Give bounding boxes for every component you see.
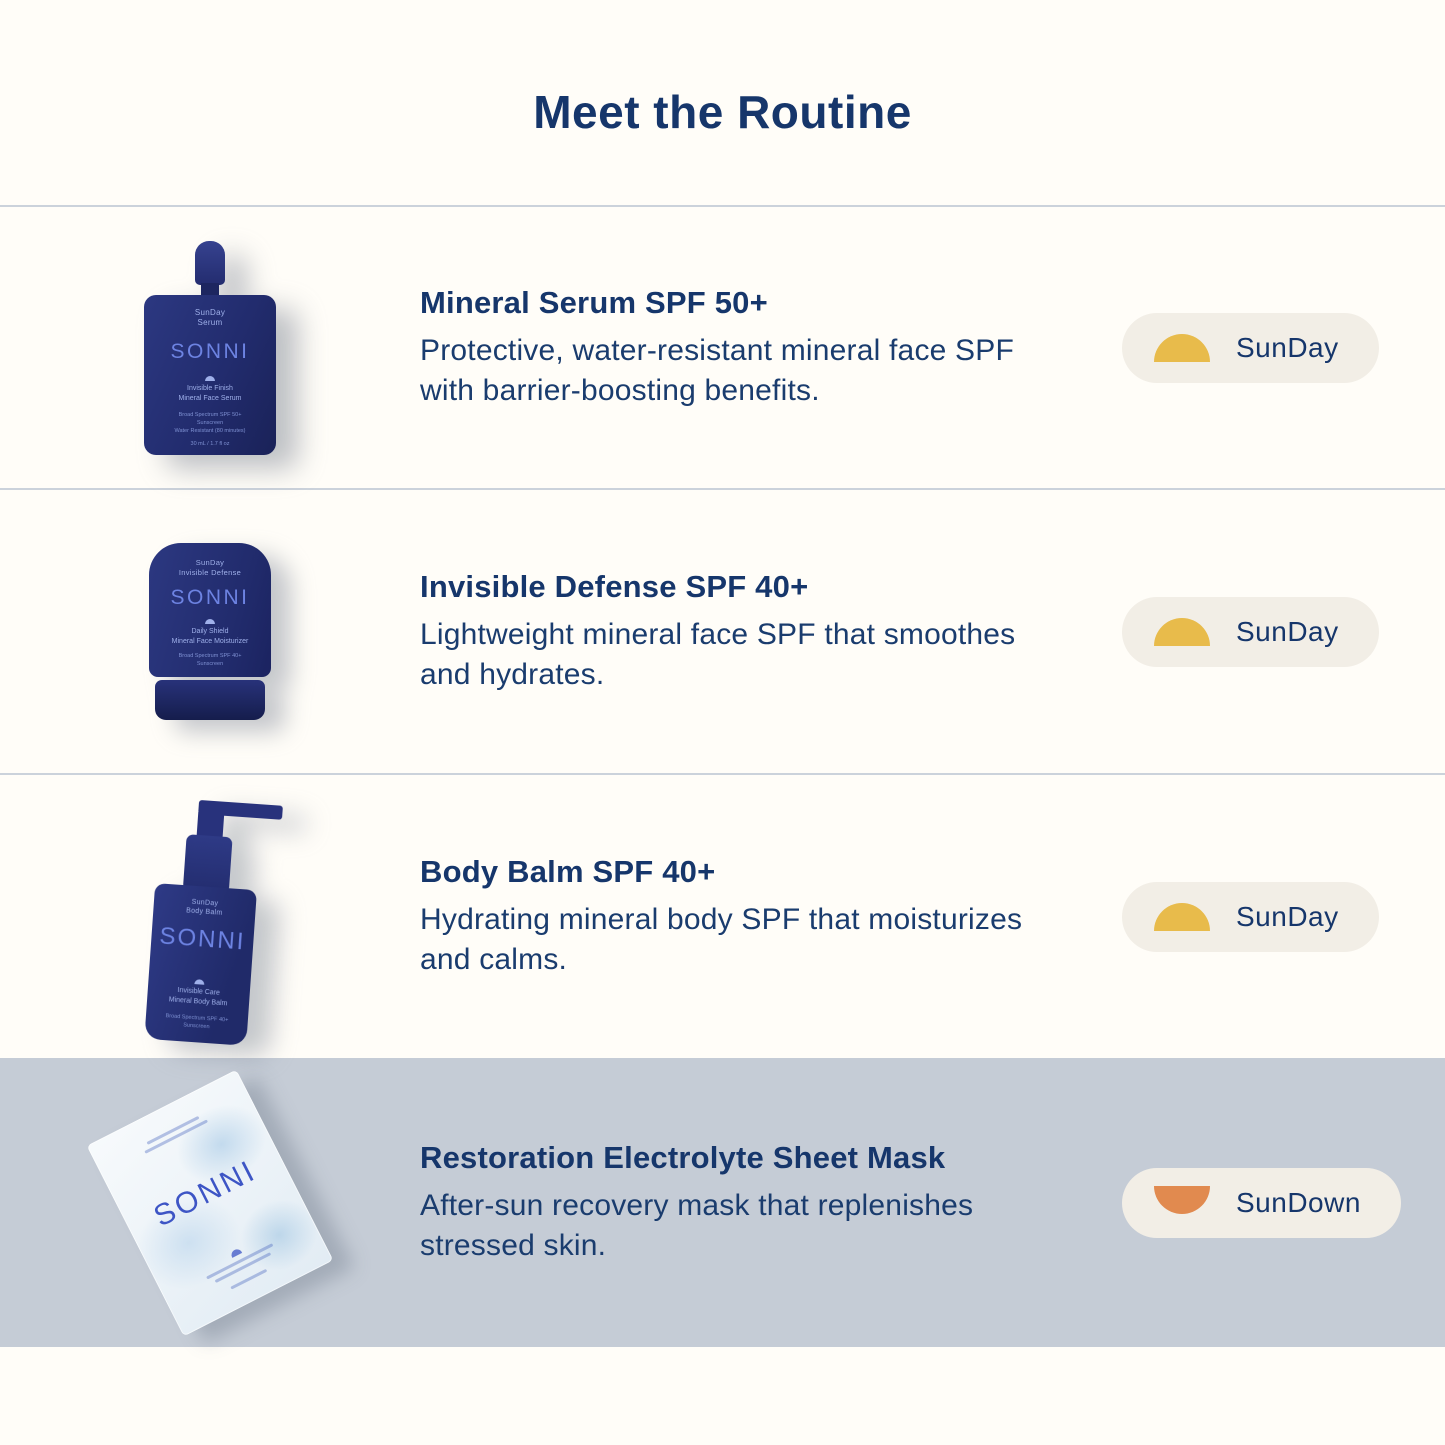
badge-column	[1100, 597, 1445, 667]
section-header	[0, 0, 1445, 207]
badge-label: SunDay	[1236, 900, 1339, 932]
tube-bottle	[149, 543, 271, 720]
bottle-product-name: SunDay Invisible Defense	[178, 558, 242, 578]
product-info-sheet-mask	[420, 1140, 1100, 1266]
mini-sun-icon	[205, 619, 215, 624]
product-row-sheet-mask	[0, 1058, 1445, 1347]
product-title: Invisible Defense SPF 40+	[420, 568, 809, 604]
product-image-invisible-defense	[0, 543, 420, 720]
bottle-product-name: SunDay Serum	[194, 307, 226, 328]
badge-column	[1100, 882, 1445, 952]
sunrise-icon	[1154, 334, 1210, 362]
bottle-subtitle: Invisible Finish Mineral Face Serum	[178, 385, 242, 402]
sachet-fine-print	[206, 1243, 282, 1297]
bottle-product-name: SunDay Body Balm	[185, 898, 223, 917]
bottle-lower-label	[165, 965, 232, 1032]
product-title: Mineral Serum SPF 50+	[420, 284, 768, 320]
bottle-body	[144, 295, 276, 455]
product-image-mineral-serum	[0, 241, 420, 455]
product-image-sheet-mask	[0, 1096, 420, 1310]
mini-sun-icon	[229, 1247, 242, 1257]
bottle-fine-print: Broad Spectrum SPF 50+ Sunscreen Water Resistant (80 minutes)	[174, 411, 246, 435]
badge-label: SunDay	[1236, 331, 1339, 363]
bottle-fine-print: Broad Spectrum SPF 40+ Sunscreen	[165, 1012, 229, 1030]
sundown-badge[interactable]	[1122, 1168, 1401, 1238]
product-row-invisible-defense	[0, 490, 1445, 775]
sunrise-icon	[1154, 618, 1210, 646]
page-title: Meet the Routine	[533, 85, 912, 138]
bottle-subtitle: Daily Shield Mineral Face Moisturizer	[171, 628, 249, 646]
bottle-subtitle: Invisible Care Mineral Body Balm	[168, 986, 228, 1007]
sachet-brand-logo: SONNI	[148, 1153, 262, 1233]
tube-cap	[155, 680, 265, 720]
product-title: Body Balm SPF 40+	[420, 853, 716, 889]
sunday-badge[interactable]	[1122, 882, 1379, 952]
tube-body	[149, 543, 271, 677]
label-line	[144, 1119, 208, 1153]
product-description: After-sun recovery mask that replenishes stressed skin.	[420, 1188, 974, 1262]
badge-column	[1100, 1168, 1445, 1238]
pump-stem	[197, 811, 225, 837]
badge-column	[1100, 313, 1445, 383]
bottom-spacer	[0, 1347, 1445, 1445]
pump-bottle	[116, 785, 303, 1048]
badge-label: SunDown	[1236, 1186, 1361, 1218]
bottle-fine-print: Broad Spectrum SPF 40+ Sunscreen	[178, 652, 242, 668]
bottle-brand-logo: SONNI	[170, 586, 250, 610]
sunrise-icon	[1154, 903, 1210, 931]
dropper-cap	[195, 241, 225, 285]
product-title: Restoration Electrolyte Sheet Mask	[420, 1139, 946, 1175]
product-info-invisible-defense	[420, 569, 1100, 695]
bottle-neck	[201, 283, 219, 296]
bottle-brand-logo: SONNI	[170, 340, 250, 364]
sunday-badge[interactable]	[1122, 313, 1379, 383]
sunset-icon	[1154, 1186, 1210, 1214]
sunday-badge[interactable]	[1122, 597, 1379, 667]
product-info-body-balm	[420, 854, 1100, 980]
sheet-mask-sachet	[87, 1069, 334, 1336]
product-row-body-balm	[0, 775, 1445, 1058]
product-row-mineral-serum	[0, 207, 1445, 490]
bottle-body	[144, 883, 257, 1046]
dropper-bottle	[144, 241, 276, 455]
pump-collar	[183, 834, 233, 889]
mini-sun-icon	[205, 376, 215, 381]
bottle-size: 30 mL / 1.7 fl oz	[190, 441, 230, 448]
product-description: Protective, water-resistant mineral face SPF with barrier-boosting benefits.	[420, 333, 1015, 407]
product-description: Lightweight mineral face SPF that smoothes and hydrates.	[420, 617, 1016, 691]
product-image-body-balm	[0, 791, 420, 1043]
badge-label: SunDay	[1236, 615, 1339, 647]
bottle-brand-logo: SONNI	[158, 921, 247, 955]
product-info-mineral-serum	[420, 285, 1100, 411]
product-description: Hydrating mineral body SPF that moisturizes and calms.	[420, 902, 1023, 976]
mini-sun-icon	[194, 978, 204, 984]
label-line	[206, 1243, 273, 1279]
